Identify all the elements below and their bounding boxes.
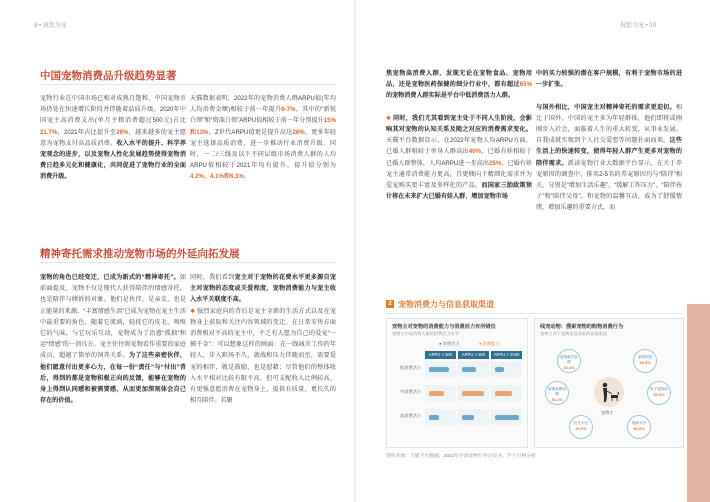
panel-right-subtitle: 宠物主对于宠物信息获取的首选渠道 [540, 331, 608, 336]
row-label: 高消费活力 [400, 413, 421, 418]
matrix-bar [429, 415, 439, 420]
matrix-bar [495, 415, 519, 420]
decorative-sidebar [687, 304, 710, 502]
matrix-bar [495, 367, 504, 372]
figure-rule [386, 313, 682, 314]
panel-right-title: 线宠动物：搜索宠物的购物消费行为 [540, 324, 624, 330]
star-icon: ✱ [190, 307, 196, 315]
channel-bubble: 宠物相关社群 43.4% [557, 349, 581, 373]
figure-number: 2 [386, 300, 394, 308]
page-gutter [354, 0, 356, 502]
star-icon: ✱ [386, 114, 392, 122]
matrix-bar [495, 391, 512, 396]
section1-rule [40, 84, 336, 85]
matrix-bar [462, 367, 476, 372]
section2-title: 精神寄托需求推动宠物市场的外延向拓发展 [40, 248, 240, 260]
section1-col1-text: 宠物行业在中国市场已相对成熟且饱和，中国宠物市场仍处在快速增长阶段并伴随着品质升级。2020年中国宠主高消费支出(单月主粮消费超过500元)占比21.7%，2021年占比提升至26%，越来越多的宠主愿意为宠物支付高品质消费。收入水平的提升、科学养宠观念的进步，以及宠物人性化发展趋势使得宠物消费日趋多元化和健康化，共同促进了宠物行业的全面消费升级。 [40, 95, 187, 181]
matrix-bar [429, 367, 449, 372]
section2-rule [40, 262, 336, 263]
matrix-bar [462, 415, 474, 420]
section1-title: 中国宠物消费品升级趋势显著 [40, 70, 177, 82]
right-col2-text: 中的买力较强的潜在客户规模，有利于宠物市场的进一步扩张。 与国外相比，中国宠主对精神寄托的需求更迫切。相比于国外，中国的宠主多为年轻群体，他们即将或刚刚步入社会，面临着人生的重大转变，从事业发展、自我成就实现到个人社交爱恋等问题扑面而来。这些生活上的快速转变，使得年轻人群产生更多对宠物的陪伴需求。派读宠物行业大数据平台显示，在关于养宠原因的调查中，排名2-5名的养宠原因均与“陪伴”相关，分别是“增加生活乐趣”、“缓解工作压力”、“陪伴孩子”和“陪伴父母”，和宠物的温馨互动，成为了舒缓情绪、增加乐趣的重要方式，而 [536, 70, 682, 212]
legend-consumption-vitality: ● 消费活力 [439, 341, 460, 346]
figure-panel-left [386, 318, 528, 448]
figure-title: 宠物消费力与信息获取渠道 [398, 300, 494, 309]
dog-walker-icon [594, 377, 624, 407]
figure-panel-right [534, 318, 684, 448]
left-running-head: 9 • 祝您为宠 [34, 23, 67, 29]
section1-col2-text: 天猫数据表明，2022年的宠物消费人群ARPU值(年均人均消费金额)相较于前一年提升6-7%，其中的“新锐白领”和“资深白领”ARPU值相较于前一年分别提升15%和13%。Z世代ARPU值更是提升高达26%，更多年轻宠主选择品质消费，进一步推动行业消费升级。同时，一二/三线及以下不同层级市场消费人群的人均ARPU值相较于2021年均有提升，提升值分别为4.2%、4.1%和6.3%。 [190, 95, 337, 181]
figure-source: 资料来源：天猫平台数据，2022年中国宠物行业白皮书，罗兰贝格分析 [386, 454, 536, 459]
right-col1-text: 焦宠物高消费人群，发现无论在宠物食品、宠物用品，还是宠物医药保健的细分行业中，都有超过65%的宠物消费人群实际是平台中低消费活力人群。 ✱ 同时，我们尤其看到宠主处于不同人生阶段，会影响其对宠物的认知关系及随之对应的消费需求变化。天猫平台数据显示，在2022年宠物人均ARPU方面，已婚人群相较于单身人群高出40%，已婚有娃相较于已婚人群整体，人均ARPU进一步高出25%。已婚有娃宠主通常消费能力更高，且更倾向于精细化需求并为爱宠购买更丰富及多样化的产品。而国家三胎政策预计将在未来扩大已婚有娃人群，增加宠物市场 [386, 70, 533, 201]
pet-owner-circle [594, 377, 624, 407]
section2-col2-text: 同时，我们看到宠主对于宠物的花费水平更多源自宠主对宠物的态度或关爱程度，宠物消费能力与宠主收入水平关联度不高。 ✱ 强烈家庭向的背后是宠主全新的生活方式以及在宠物身上获取和关注内容领域的变迁。在日常零售方面消费相对不高的宠主中，不乏有人愿为自己的爱宠“一掷千金”：可以想象这样的画面：在一线城市工作的年轻人，步入职场不久，就战和压力伴随而至，需要爱宠的相伴，就是鼓励、也是慰藉；尽管他们的整体收入水平相对比较有限不高，但可支配收入比例较高，有更强意愿消费在宠物身上，提供有质量、更长久的相互陪伴。若聚 [190, 274, 337, 405]
channel-bubble: 线下宠物店 54.6% [647, 381, 671, 405]
matrix-bar [462, 391, 484, 396]
matrix-bar [429, 391, 444, 396]
channel-bubble: 宠物品牌官网 36.1% [545, 381, 569, 405]
panel-left-subtitle: 宠物主中高消费人群的消费活力水平 [392, 331, 460, 336]
channel-bubble: 社交平台 43.0% [569, 415, 593, 439]
channel-bubble: 宠物医院 28.3% [633, 349, 657, 373]
column-header: ARPU > 500 [458, 351, 489, 359]
right-running-head: 祝您为宠 • 10 [620, 23, 657, 29]
column-header: ARPU > 2000 [491, 351, 522, 359]
channel-bubble: 电商平台 56.8% [627, 415, 651, 439]
column-header: ARPU < 500 [425, 351, 456, 359]
legend-consumption-ability: ● 消费能力 [479, 341, 500, 346]
row-label: 中消费活力 [400, 389, 421, 394]
row-label: 低消费活力 [400, 365, 421, 370]
panel-left-title: 宠物主对宠物的消费能力与消费活力有所错位 [392, 324, 496, 330]
section2-col1-text: 宠物的角色已经变迁，已成为新式的“精神寄托”。如前面提及，宠物不仅是现代人获得陪伴的情感寄托，也是陪伴与倾诉的对象。他们是伙伴、是亲友，也是正能量的来源。“丰富情感生活”已成为宠物在宠主生活中最重要的角色，随着它流淌，轻抚它的皮毛，嗅嗅它的气味，与它玩乐互动，宠物成为了治愈“孤独”和运“情感”的一剂良方。宠主往往将宠物看作重要的家庭成员，超越了简单的饲养关系。为了这些亲密伙伴，他们愿意付出更多心力，在每一份“责任”与“付出”背后，得到的都是宠物积极正向的反馈，能够在宠物的身上得到认同感和被需要感，从而更加深刻体会自己存在的价值。 [40, 274, 186, 405]
pet-owner-label: 宠物主 [601, 410, 614, 415]
